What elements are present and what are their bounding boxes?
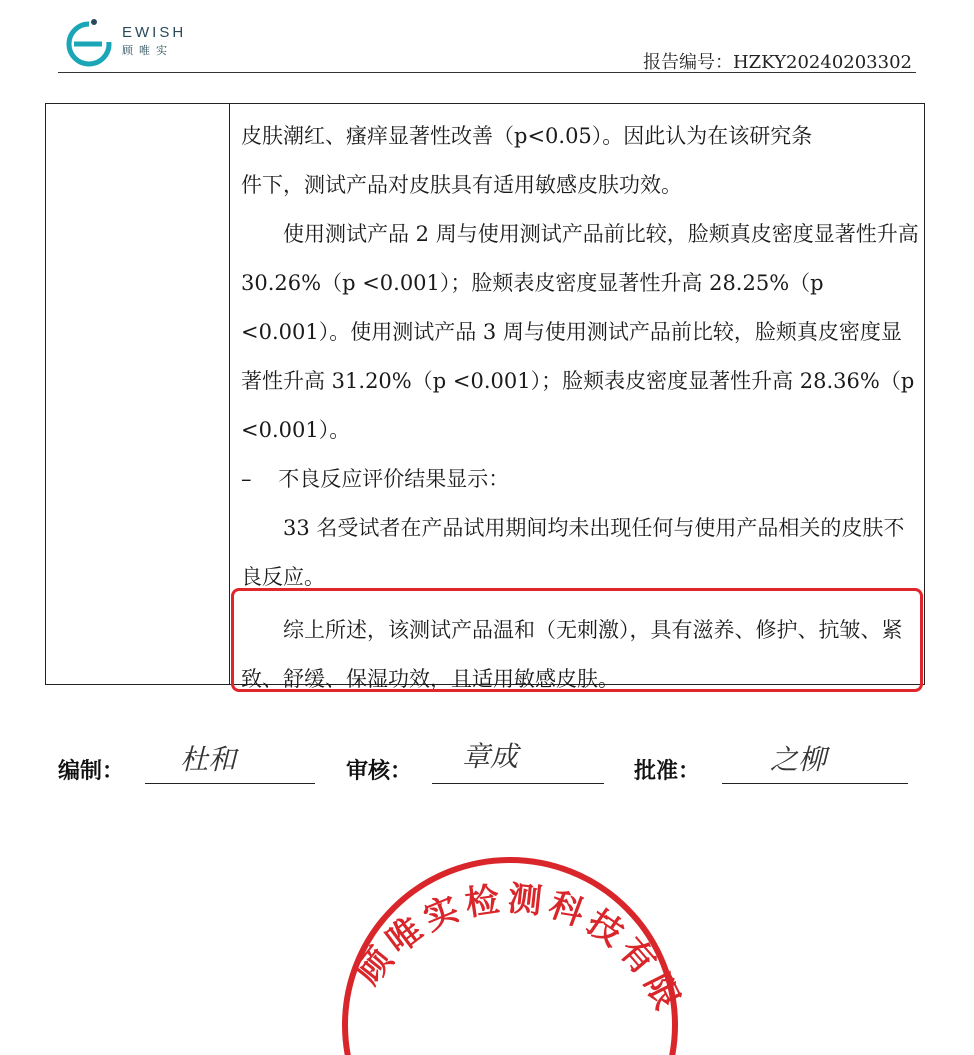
conclusion-highlight-box [231,588,923,692]
para3: 33 名受试者在产品试用期间均未出现任何与使用产品相关的皮肤不良反应。 [241,516,905,589]
approve-label: 批准： [634,759,701,784]
column-divider [229,104,230,684]
para4-conclusion: 综上所述，该测试产品温和（无刺激），具有滋养、修护、抗皱、紧致、舒缓、保湿功效，且适用敏感皮肤。 [241,618,903,691]
bullet-text: 不良反应评价结果显示： [278,467,510,491]
company-logo [62,14,186,68]
review-line [432,783,604,784]
para2: 使用测试产品 2 周与使用测试产品前比较，脸颊真皮密度显著性升高 30.26%（p <0.001）；脸颊表皮密度显著性升高 28.25%（p <0.001）。使用测试产品 3 周与使用测试产品前比较，脸颊真皮密度显著性升高 31.20%（p <0.001）；脸颊表皮密度显著性升高 28.36%（p <0.001）。 [241,222,919,442]
para1-line2: 件下，测试产品对皮肤具有适用敏感皮肤功效。 [241,173,682,197]
header-divider [58,72,916,73]
company-stamp [300,795,720,1055]
bullet-item [241,455,921,504]
bullet-dash: – [241,467,252,491]
approve-line [722,783,908,784]
approve-signature: 之柳 [770,743,827,776]
report-number: 报告编号：HZKY20240203302 [642,52,912,73]
compile-label: 编制： [58,759,125,784]
compile-line [145,783,315,784]
brand-sub: 顾唯实 [122,44,173,57]
para1-line1: 皮肤潮红、瘙痒显著性改善（p<0.05）。因此认为在该研究条 [241,124,813,148]
stamp-text: 顾唯实检测科技有限 [348,878,690,1021]
brand-word: EWISH [122,24,187,41]
review-signature: 章成 [462,740,519,773]
review-label: 审核： [346,759,413,784]
compile-signature: 杜和 [180,743,237,776]
logo-e-icon [62,14,116,68]
